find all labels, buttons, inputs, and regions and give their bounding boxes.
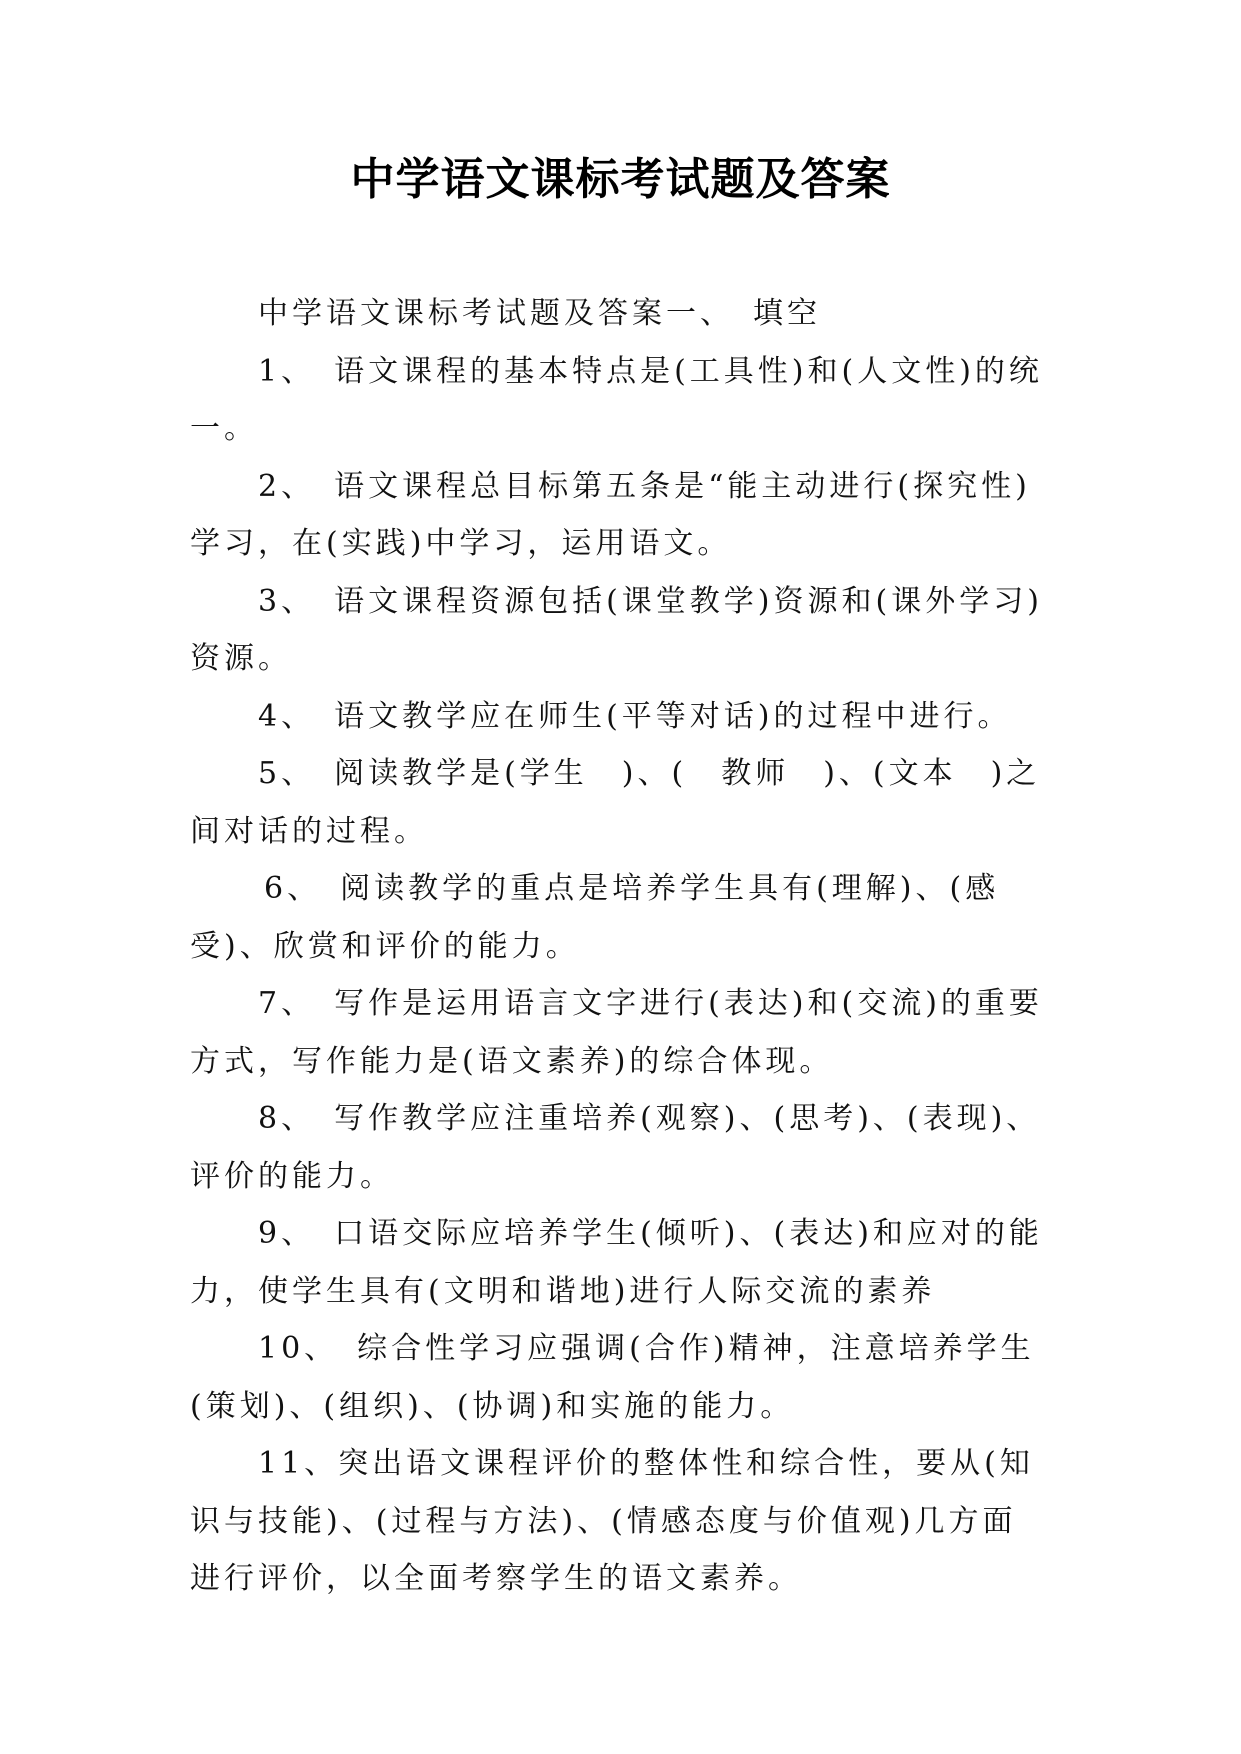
section-heading: 中学语文课标考试题及答案一、 填空 xyxy=(258,296,821,331)
question-9: 9、 口语交际应培养学生(倾听)、(表达)和应对的能力，使学生具有(文明和谐地)进行人际交流的素养 xyxy=(190,1216,1043,1309)
question-5: 5、 阅读教学是(学生 )、( 教师 )、(文本 )之间对话的过程。 xyxy=(190,756,1041,849)
question-3: 3、 语文课程资源包括(课堂教学)资源和(课外学习)资源。 xyxy=(190,583,1043,676)
question-2: 2、 语文课程总目标第五条是“能主动进行(探究性)学习，在(实践)中学习，运用语文。 xyxy=(190,468,1031,561)
question-11: 11、突出语文课程评价的整体性和综合性，要从(知识与技能)、(过程与方法)、(情感态度与价值观)几方面进行评价，以全面考察学生的语文素养。 xyxy=(190,1446,1034,1596)
question-6: 6、 阅读教学的重点是培养学生具有(理解)、(感受)、欣赏和评价的能力。 xyxy=(190,871,1000,964)
question-7: 7、 写作是运用语言文字进行(表达)和(交流)的重要方式，写作能力是(语文素养)的综合体现。 xyxy=(190,986,1043,1079)
question-8: 8、 写作教学应注重培养(观察)、(思考)、(表现)、评价的能力。 xyxy=(190,1101,1041,1194)
question-10: 10、 综合性学习应强调(合作)精神，注意培养学生(策划)、(组织)、(协调)和实施的能力。 xyxy=(190,1331,1035,1424)
question-4: 4、 语文教学应在师生(平等对话)的过程中进行。 xyxy=(258,698,1012,734)
document-body xyxy=(190,285,1050,1608)
document-title: 中学语文课标考试题及答案 xyxy=(350,154,891,205)
question-1: 1、 语文课程的基本特点是(工具性)和(人文性)的统一。 xyxy=(190,353,1043,446)
